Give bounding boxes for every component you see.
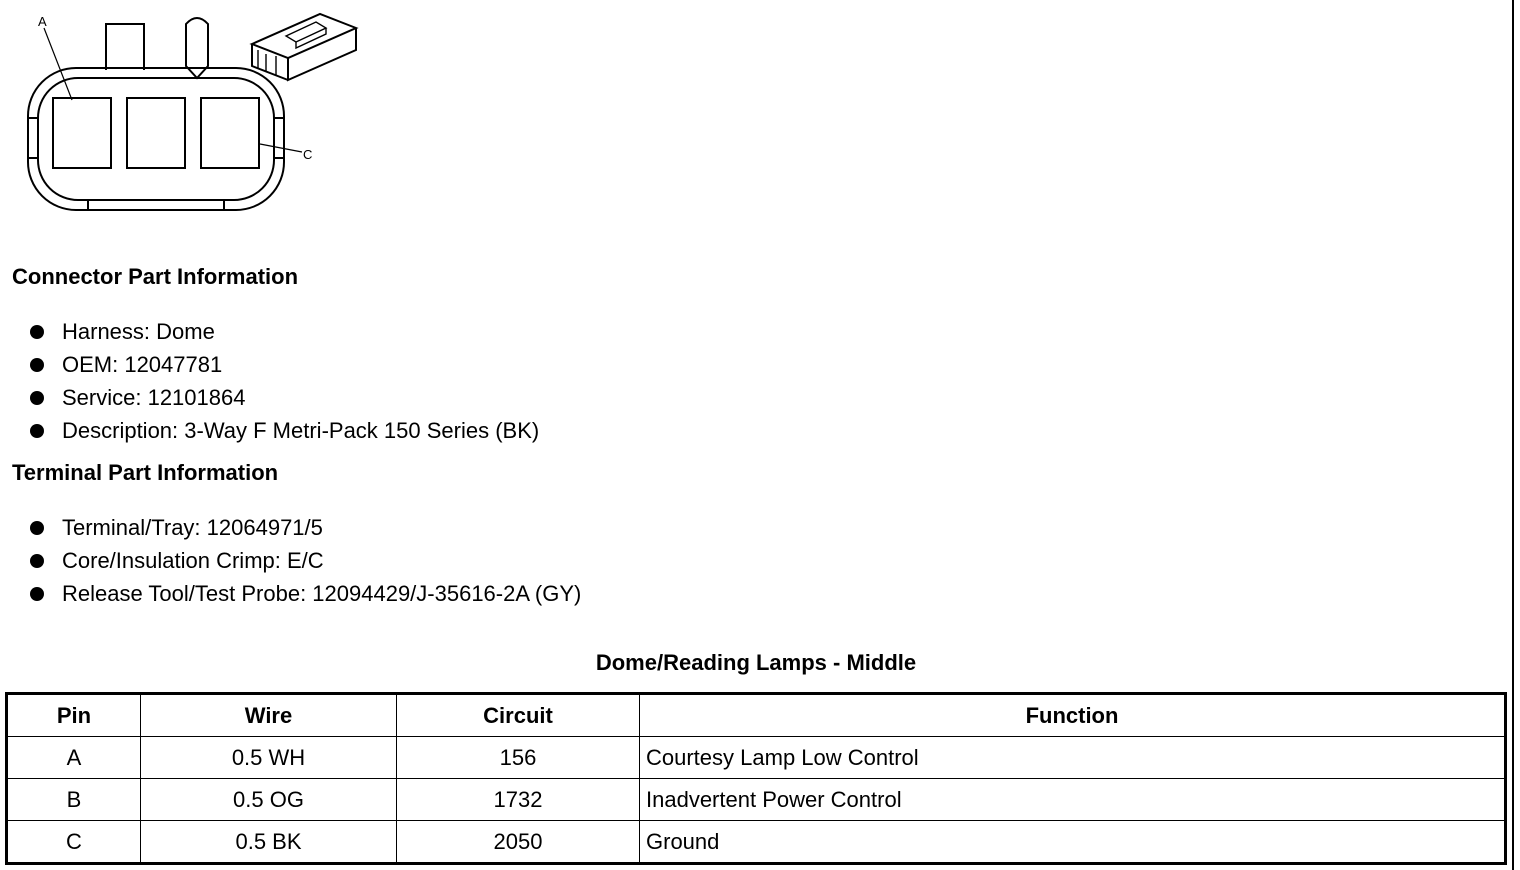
list-item bbox=[28, 544, 581, 577]
terminal-item-crimp: Core/Insulation Crimp: E/C bbox=[62, 548, 324, 573]
connector-face-icon bbox=[20, 8, 370, 218]
bullet-icon bbox=[30, 554, 44, 568]
terminal-info-list bbox=[28, 511, 581, 610]
connector-item-service: Service: 12101864 bbox=[62, 385, 246, 410]
table-row bbox=[7, 779, 1506, 821]
list-item bbox=[28, 348, 539, 381]
connector-item-oem: OEM: 12047781 bbox=[62, 352, 223, 377]
cell-circuit: 156 bbox=[397, 737, 640, 779]
bullet-icon bbox=[30, 325, 44, 339]
cell-wire: 0.5 OG bbox=[141, 779, 397, 821]
cell-function: Inadvertent Power Control bbox=[640, 779, 1506, 821]
connector-info-heading: Connector Part Information bbox=[12, 264, 299, 289]
cell-function: Ground bbox=[640, 821, 1506, 864]
connector-item-description: Description: 3-Way F Metri-Pack 150 Series (BK) bbox=[62, 418, 540, 443]
cell-circuit: 1732 bbox=[397, 779, 640, 821]
terminal-item-release-tool: Release Tool/Test Probe: 12094429/J-35616-2A (GY) bbox=[62, 581, 582, 606]
table-header-row bbox=[7, 694, 1506, 737]
bullet-icon bbox=[30, 358, 44, 372]
cell-circuit: 2050 bbox=[397, 821, 640, 864]
pin-c-label: C bbox=[303, 147, 313, 162]
cell-pin: A bbox=[7, 737, 141, 779]
connector-info-list bbox=[28, 315, 539, 447]
bullet-icon bbox=[30, 521, 44, 535]
terminal-item-tray: Terminal/Tray: 12064971/5 bbox=[62, 515, 323, 540]
table-row bbox=[7, 737, 1506, 779]
list-item bbox=[28, 315, 539, 348]
table-title: Dome/Reading Lamps - Middle bbox=[595, 650, 917, 675]
cell-pin: B bbox=[7, 779, 141, 821]
column-header-circuit: Circuit bbox=[397, 694, 640, 737]
column-header-wire: Wire bbox=[141, 694, 397, 737]
list-item bbox=[28, 577, 581, 610]
list-item bbox=[28, 381, 539, 414]
terminal-info-heading: Terminal Part Information bbox=[12, 460, 279, 485]
pin-a-label: A bbox=[38, 14, 47, 29]
page-border-rule bbox=[1512, 0, 1514, 870]
bullet-icon bbox=[30, 587, 44, 601]
cell-wire: 0.5 BK bbox=[141, 821, 397, 864]
table-row bbox=[7, 821, 1506, 864]
column-header-pin: Pin bbox=[7, 694, 141, 737]
list-item bbox=[28, 414, 539, 447]
connector-item-harness: Harness: Dome bbox=[62, 319, 215, 344]
cell-pin: C bbox=[7, 821, 141, 864]
cell-wire: 0.5 WH bbox=[141, 737, 397, 779]
bullet-icon bbox=[30, 424, 44, 438]
cell-function: Courtesy Lamp Low Control bbox=[640, 737, 1506, 779]
bullet-icon bbox=[30, 391, 44, 405]
pinout-table bbox=[5, 692, 1507, 865]
list-item bbox=[28, 511, 581, 544]
column-header-function: Function bbox=[640, 694, 1506, 737]
